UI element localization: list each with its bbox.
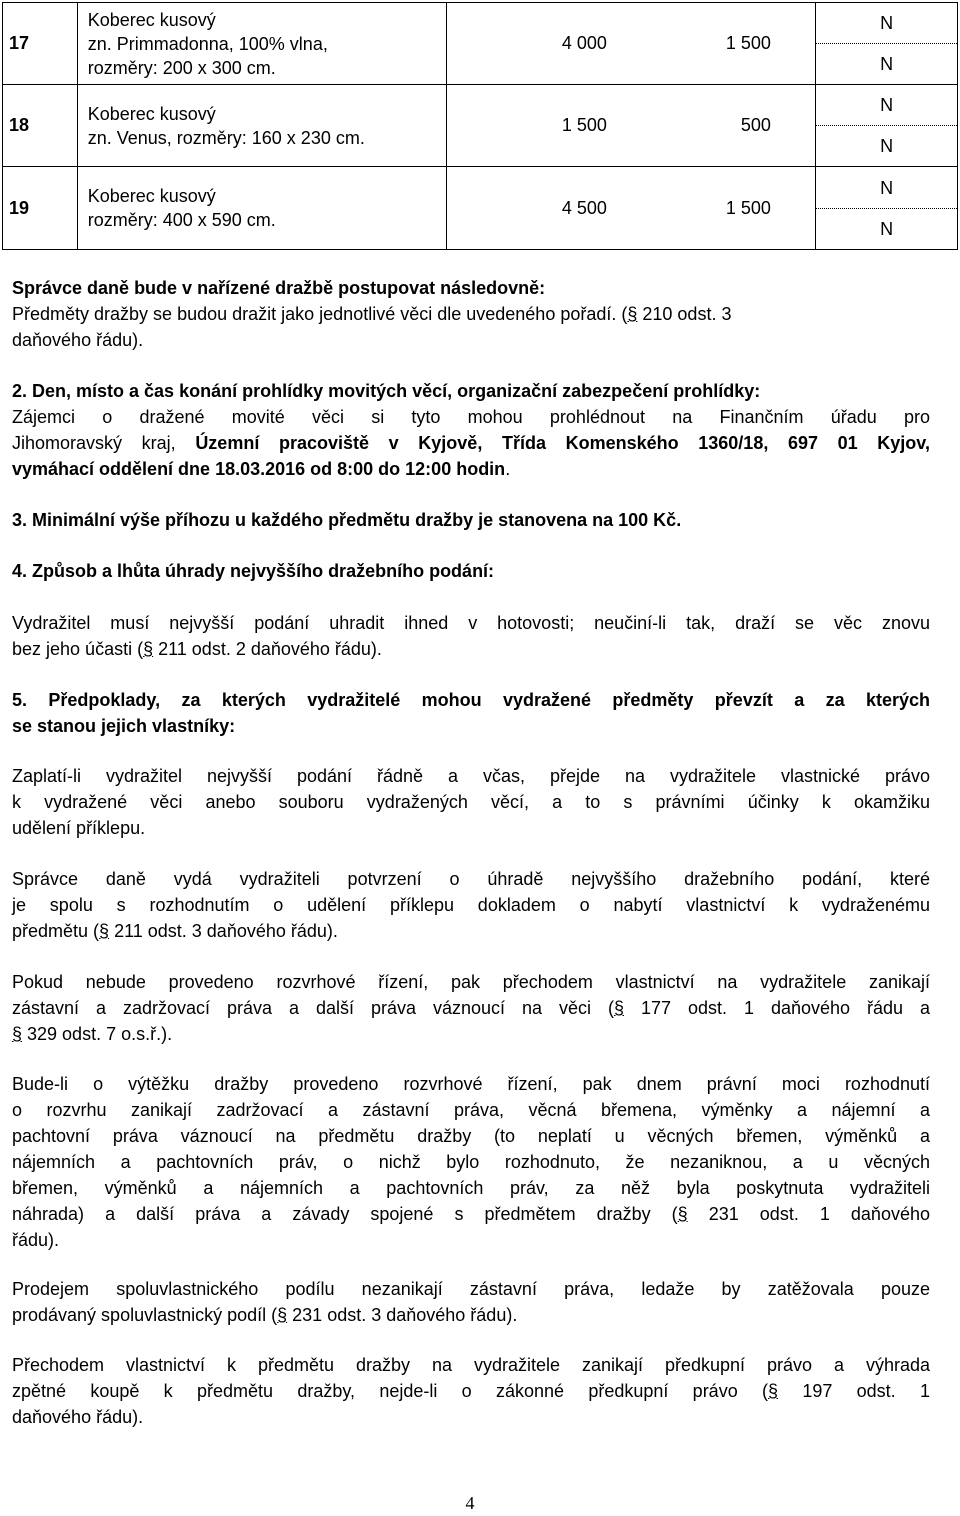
paragraph-line: řádu). [12, 1230, 60, 1250]
intro-block [12, 275, 930, 353]
item-description [77, 167, 446, 250]
paragraph-line [12, 1302, 930, 1328]
mark: N [816, 3, 957, 44]
paragraph-sign: § [768, 1381, 779, 1401]
estimated-value: 4 000 [561, 33, 607, 53]
text: bez jeho účasti ( [12, 639, 144, 659]
paragraph-line: Správce daně vydá vydražiteli potvrzení o úhradě nejvyššího dražebního podání, které [12, 869, 930, 889]
page-number: 4 [465, 1493, 475, 1513]
section-5-p6 [12, 1352, 930, 1430]
item-description [77, 3, 446, 85]
paragraph-line [12, 1378, 930, 1404]
estimated-value: 1 500 [561, 115, 607, 135]
paragraph-sign: § [143, 639, 154, 659]
paragraph-line [12, 456, 930, 482]
paragraph-line: k vydražené věci anebo souboru vydražených věcí, a to s právními účinky k okamžiku [12, 792, 930, 812]
paragraph-sign: § [613, 998, 624, 1018]
paragraph-line: pachtovní práva váznoucí na předmětu dražby (to neplatí u věcných břemen, výměnků a [12, 1126, 930, 1146]
section-2 [12, 378, 930, 482]
mark: N [880, 54, 894, 74]
text: 329 odst. 7 o.s.ř.). [22, 1024, 173, 1044]
minimum-bid: 500 [740, 115, 771, 135]
text: Předměty dražby se budou dražit jako jednotlivé věci dle uvedeného pořadí. ( [12, 304, 628, 324]
office-address: Územní pracoviště v Kyjově, Třída Komenského 1360/18, 697 01 Kyjov, [195, 433, 930, 453]
section-heading: 2. Den, místo a čas konání prohlídky movitých věcí, organizační zabezpečení prohlídky: [12, 381, 761, 401]
desc-line: Koberec kusový [87, 103, 216, 124]
text: náhrada) a další práva a závady spojené s předmětem dražby ( [12, 1204, 678, 1224]
desc-line: zn. Venus, rozměry: 160 x 230 cm. [87, 127, 365, 148]
paragraph-line: o rozvrhu zanikají zadržovací a zástavní práva, věcná břemena, výměnky a nájemní a [12, 1100, 930, 1120]
item-marks [816, 167, 958, 250]
item-marks [816, 3, 958, 85]
inspection-date: vymáhací oddělení dne 18.03.2016 od 8:00 do 12:00 hodin [12, 459, 506, 479]
minimum-bid: 1 500 [725, 197, 771, 218]
section-3 [12, 507, 930, 533]
text: prodávaný spoluvlastnický podíl ( [12, 1305, 278, 1325]
text: zpětné koupě k předmětu dražby, nejde-li o zákonné předkupní právo ( [12, 1381, 769, 1401]
intro-line: daňového řádu). [12, 330, 144, 350]
text: . [505, 459, 511, 479]
text: zástavní a zadržovací práva a další práva váznoucí na věci ( [12, 998, 614, 1018]
text: 231 odst. 3 daňového řádu). [287, 1305, 518, 1325]
section-5-p5 [12, 1276, 930, 1328]
section-5-p4 [12, 1071, 930, 1253]
paragraph-line [12, 430, 930, 456]
text: 231 odst. 1 daňového [687, 1204, 930, 1224]
desc-line: rozměry: 200 x 300 cm. [87, 57, 276, 78]
item-values [446, 167, 815, 250]
paragraph-line: Zájemci o dražené movité věci si tyto mohou prohlédnout na Finančním úřadu pro [12, 407, 930, 427]
item-number: 19 [3, 167, 78, 250]
paragraph-line: Vydražitel musí nejvyšší podání uhradit ihned v hotovosti; neučiní-li tak, draží se věc znovu [12, 613, 930, 633]
text: 211 odst. 3 daňového řádu). [109, 921, 338, 941]
paragraph-line [12, 1201, 930, 1227]
table-row [3, 3, 958, 85]
section-4 [12, 558, 930, 584]
desc-line: Koberec kusový [87, 186, 216, 206]
section-5-p3 [12, 969, 930, 1047]
section-4-text [12, 610, 930, 662]
mark: N [880, 218, 894, 239]
paragraph-line: Prodejem spoluvlastnického podílu nezanikají zástavní práva, ledaže by zatěžovala pouze [12, 1279, 930, 1299]
paragraph-sign: § [677, 1204, 688, 1224]
desc-line: Koberec kusový [87, 9, 216, 30]
paragraph-line [12, 918, 930, 944]
section-heading: 3. Minimální výše příhozu u každého předmětu dražby je stanovena na 100 Kč. [12, 510, 682, 530]
paragraph-line: Pokud nebude provedeno rozvrhové řízení, pak přechodem vlastnictví na vydražitele zanikají [12, 972, 930, 992]
minimum-bid: 1 500 [725, 33, 771, 53]
table-row [3, 167, 958, 250]
item-number: 18 [3, 85, 78, 167]
mark: N [816, 85, 957, 126]
item-marks [816, 85, 958, 167]
table-row [3, 85, 958, 167]
items-table [2, 2, 958, 250]
desc-line: zn. Primmadonna, 100% vlna, [87, 33, 328, 54]
paragraph-line: Bude-li o výtěžku dražby provedeno rozvrhové řízení, pak dnem právní moci rozhodnutí [12, 1074, 930, 1094]
text: 210 odst. 3 [637, 304, 732, 324]
section-5-p1 [12, 763, 930, 841]
paragraph-line: je spolu s rozhodnutím o udělení příklepu dokladem o nabytí vlastnictví k vydraženému [12, 895, 930, 915]
paragraph-line: daňového řádu). [12, 1407, 144, 1427]
section-heading: se stanou jejich vlastníky: [12, 716, 236, 736]
text: 177 odst. 1 daňového řádu a [623, 998, 930, 1018]
section-heading: 4. Způsob a lhůta úhrady nejvyššího dražebního podání: [12, 561, 495, 581]
estimated-value: 4 500 [561, 197, 607, 218]
intro-heading: Správce daně bude v nařízené dražbě postupovat následovně: [12, 278, 546, 298]
item-number: 17 [3, 3, 78, 85]
section-5-p2 [12, 866, 930, 944]
text: 197 odst. 1 [778, 1381, 930, 1401]
text: Jihomoravský kraj, [12, 433, 196, 453]
mark: N [880, 136, 894, 156]
mark: N [816, 168, 957, 209]
paragraph-sign: § [12, 1024, 23, 1044]
paragraph-line [12, 1021, 930, 1047]
paragraph-line: břemen, výměnků a nájemních a pachtovních práv, za něž byla poskytnuta vydražiteli [12, 1178, 930, 1198]
paragraph-line [12, 995, 930, 1021]
paragraph-line: Zaplatí-li vydražitel nejvyšší podání řádně a včas, přejde na vydražitele vlastnické právo [12, 766, 930, 786]
paragraph-line [12, 636, 930, 662]
text: 211 odst. 2 daňového řádu). [153, 639, 382, 659]
paragraph-line: Přechodem vlastnictví k předmětu dražby na vydražitele zanikají předkupní právo a výhrada [12, 1355, 930, 1375]
section-heading: 5. Předpoklady, za kterých vydražitelé mohou vydražené předměty převzít a za kterých [12, 690, 930, 710]
intro-line [12, 301, 930, 327]
text: předmětu ( [12, 921, 100, 941]
section-5-heading [12, 687, 930, 739]
item-values [446, 3, 815, 85]
paragraph-sign: § [99, 921, 110, 941]
paragraph-line: udělení příklepu. [12, 818, 146, 838]
paragraph-line: nájemních a pachtovních práv, o nichž bylo rozhodnuto, že nezaniknou, a u věcných [12, 1152, 930, 1172]
paragraph-sign: § [277, 1305, 288, 1325]
item-values [446, 85, 815, 167]
paragraph-sign: § [627, 304, 638, 324]
item-description [77, 85, 446, 167]
desc-line: rozměry: 400 x 590 cm. [87, 210, 276, 230]
